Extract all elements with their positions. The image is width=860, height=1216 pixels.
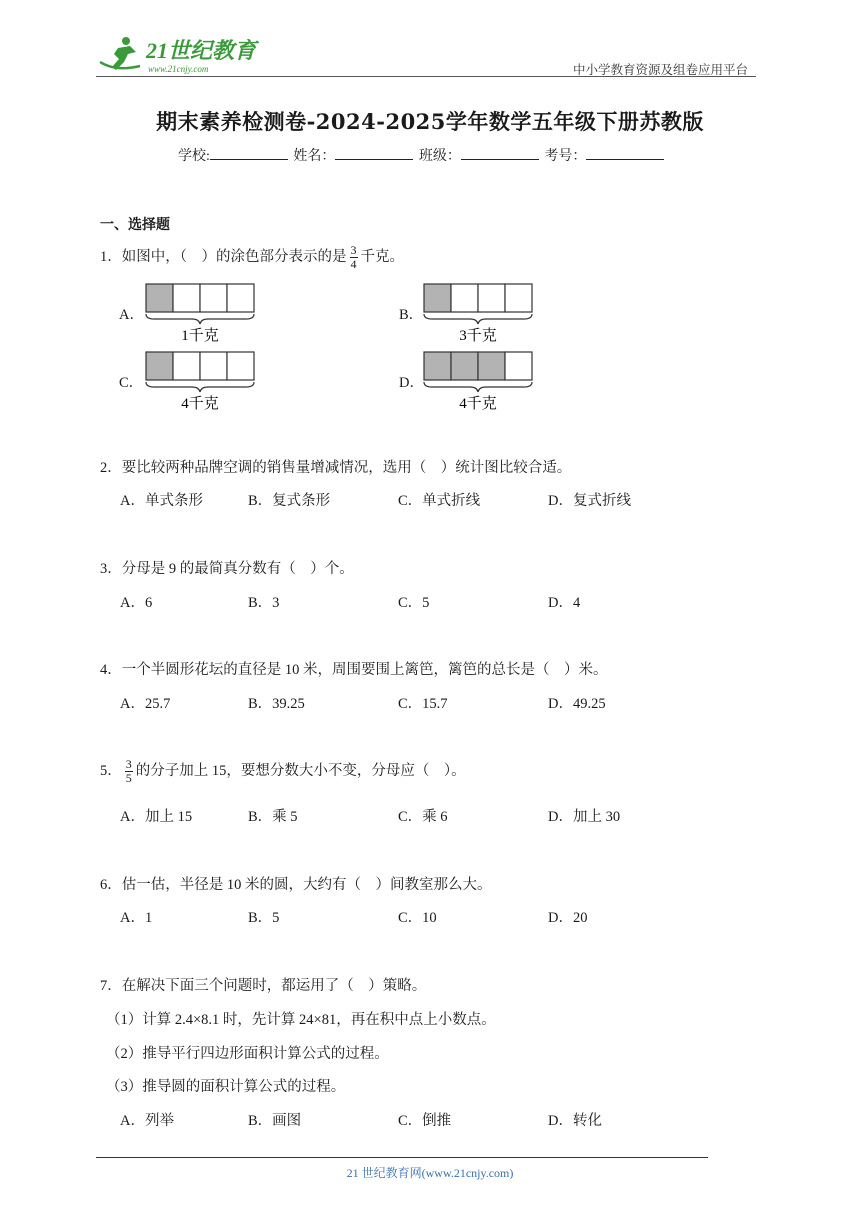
fraction-numerator: 3	[350, 243, 357, 257]
question-4	[100, 658, 608, 679]
question-number: 7．	[100, 978, 122, 994]
question-text: 一个半圆形花坛的直径是 10 米，周围要围上篱笆，篱笆的总长是（ ）米。	[121, 662, 608, 678]
option-c[interactable]: C．单式折线	[398, 493, 481, 509]
option-d[interactable]: D．49.25	[548, 696, 606, 712]
option-d[interactable]: D．加上 30	[548, 809, 621, 825]
brace-icon	[146, 382, 254, 392]
option-b[interactable]: B．3	[248, 595, 280, 611]
option-b[interactable]: B．画图	[248, 1113, 302, 1129]
section-heading: 一、选择题	[100, 217, 170, 233]
option-letter: B．	[399, 307, 424, 323]
platform-name: 中小学教育资源及组卷应用平台	[573, 62, 749, 77]
option-b[interactable]: B．5	[248, 910, 280, 926]
option-b[interactable]: B．39.25	[248, 696, 305, 712]
option-a[interactable]: A．1	[120, 910, 153, 926]
figure-label: 3千克	[459, 328, 497, 344]
question-number: 4．	[100, 662, 122, 678]
question-6	[100, 873, 492, 894]
option-a[interactable]: A．6	[120, 595, 153, 611]
name-label: 姓名：	[293, 149, 336, 164]
name-blank[interactable]	[335, 145, 413, 160]
option-a[interactable]: A．加上 15	[120, 809, 193, 825]
option-letter: C．	[119, 375, 144, 391]
question-5	[100, 758, 466, 785]
school-label: 学校:	[178, 149, 210, 164]
option-c[interactable]: C．5	[398, 595, 430, 611]
question-text: 在解决下面三个问题时，都运用了（ ）策略。	[121, 978, 427, 994]
page-title: 期末素养检测卷-2024-2025学年数学五年级下册苏教版	[156, 109, 704, 134]
exam-no-blank[interactable]	[586, 145, 664, 160]
sub-question-1: （1）计算 2.4×8.1 时，先计算 24×81，再在积中点上小数点。	[106, 1012, 496, 1028]
question-text: 如图中，（ ）的涂色部分表示的是	[121, 248, 347, 265]
question-1	[100, 244, 404, 271]
option-d[interactable]: D．4	[548, 595, 581, 611]
question-number: 6．	[100, 877, 122, 893]
figure-label: 4千克	[181, 396, 219, 412]
brace-icon	[424, 314, 532, 324]
option-c[interactable]: C．10	[398, 910, 437, 926]
question-3	[100, 557, 354, 578]
logo-url: www.21cnjy.com	[148, 64, 209, 74]
question-7	[100, 974, 426, 995]
logo-text: 21世纪教育	[146, 38, 257, 63]
class-label: 班级：	[418, 149, 461, 164]
figure-c	[144, 350, 260, 414]
figure-a	[144, 282, 260, 346]
fraction-denominator: 4	[350, 257, 357, 271]
question-text: 估一估，半径是 10 米的圆，大约有（ ）间教室那么大。	[121, 877, 492, 893]
option-b[interactable]: B．乘 5	[248, 809, 298, 825]
site-logo	[96, 32, 266, 76]
option-c[interactable]: C．乘 6	[398, 809, 448, 825]
question-number: 2．	[100, 460, 122, 476]
option-c[interactable]: C．倒推	[398, 1113, 452, 1129]
fraction	[350, 244, 358, 271]
figure-label: 4千克	[459, 396, 497, 412]
exam-no-label: 考号：	[544, 149, 587, 164]
figure-b	[422, 282, 538, 346]
option-b[interactable]: B．复式条形	[248, 493, 331, 509]
brace-icon	[146, 314, 254, 324]
question-2	[100, 456, 571, 477]
option-d[interactable]: D．复式折线	[548, 493, 631, 509]
option-d[interactable]: D．转化	[548, 1113, 602, 1129]
option-a[interactable]: A．25.7	[120, 696, 171, 712]
sub-question-2: （2）推导平行四边形面积计算公式的过程。	[106, 1046, 389, 1062]
fraction	[125, 758, 133, 785]
question-number: 5．	[100, 762, 122, 779]
option-a[interactable]: A．列举	[120, 1113, 174, 1129]
school-blank[interactable]	[210, 145, 288, 160]
fraction-denominator: 5	[125, 771, 132, 785]
question-text: 要比较两种品牌空调的销售量增减情况，选用（ ）统计图比较合适。	[121, 460, 572, 476]
figure-label: 1千克	[181, 328, 219, 344]
question-text-tail: 千克。	[360, 248, 404, 265]
option-letter: A．	[119, 307, 144, 323]
header-divider	[96, 76, 756, 77]
question-number: 1．	[100, 248, 122, 265]
fraction-numerator: 3	[125, 757, 132, 771]
class-blank[interactable]	[461, 145, 539, 160]
sub-question-3: （3）推导圆的面积计算公式的过程。	[106, 1079, 346, 1095]
option-letter: D．	[399, 375, 424, 391]
option-c[interactable]: C．15.7	[398, 696, 448, 712]
brace-icon	[424, 382, 532, 392]
runner-logo-icon	[100, 37, 140, 70]
question-number: 3．	[100, 561, 122, 577]
option-a[interactable]: A．单式条形	[120, 493, 203, 509]
question-text: 分母是 9 的最简真分数有（ ）个。	[121, 561, 354, 577]
option-d[interactable]: D．20	[548, 910, 588, 926]
footer-divider	[96, 1157, 708, 1158]
footer-link[interactable]: 21 世纪教育网(www.21cnjy.com)	[346, 1166, 514, 1180]
student-info-line	[178, 145, 666, 165]
figure-d	[422, 350, 538, 414]
question-text: 的分子加上 15，要想分数大小不变，分母应（ ）。	[135, 762, 466, 779]
